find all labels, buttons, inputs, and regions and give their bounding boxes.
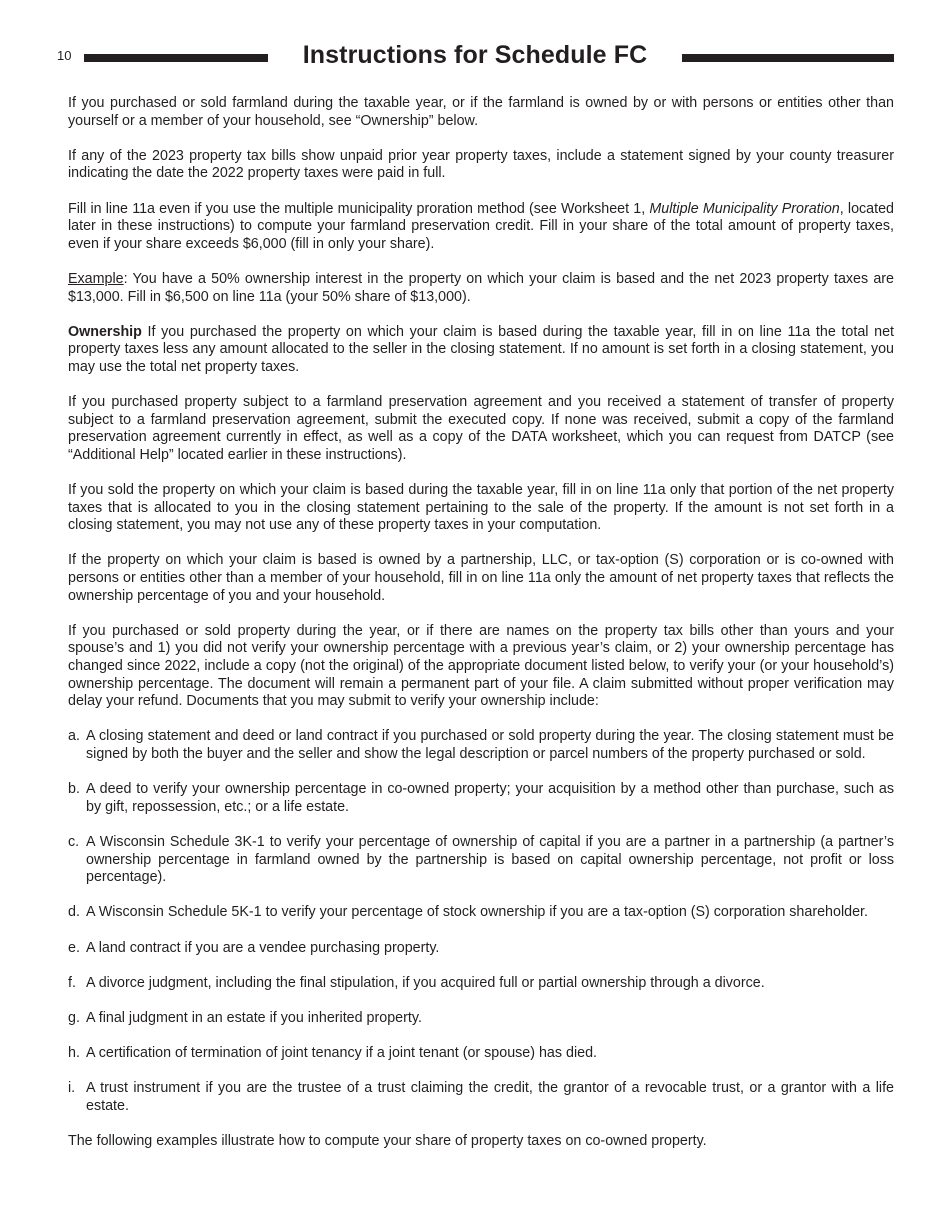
- list-text: A Wisconsin Schedule 3K-1 to verify your percentage of ownership of capital if you are a partner in a partnership (a partner’s ownership percentage in farmland owned by the partnership is based on capital ownership percentage, not profit or loss percentage).: [86, 833, 894, 886]
- verification-paragraph: If you purchased or sold property during the year, or if there are names on the property tax bills other than yours and your spouse’s and 1) you did not verify your ownership percentage with a previous year’s claim, or 2) your ownership percentage has changed since 2022, include a copy (not the original) of the appropriate document listed below, to verify your (or your household’s) ownership percentage. The document will remain a permanent part of your file. A claim submitted without proper verification may delay your refund. Documents that you may submit to verify your ownership include:: [68, 622, 894, 710]
- list-letter: h.: [68, 1045, 80, 1062]
- list-letter: f.: [68, 974, 76, 991]
- ownership-paragraph: [68, 324, 894, 377]
- list-item: [68, 975, 894, 993]
- list-item: [68, 834, 894, 887]
- instructions-body: [68, 95, 894, 1151]
- partnership-paragraph: If the property on which your claim is based is owned by a partnership, LLC, or tax-option (S) corporation or is co-owned with persons or entities other than a member of your household, fill in on line 11a only the amount of net property taxes that reflects the ownership percentage of you and your household.: [68, 552, 894, 604]
- unpaid-taxes-paragraph: If any of the 2023 property tax bills show unpaid prior year property taxes, include a statement signed by your county treasurer indicating the date the 2022 property taxes were paid in full.: [68, 147, 894, 182]
- list-item: [68, 904, 894, 922]
- closing-paragraph: The following examples illustrate how to compute your share of property taxes on co-owned property.: [68, 1133, 707, 1150]
- example-label: Example: [68, 270, 124, 287]
- list-text: A closing statement and deed or land contract if you purchased or sold property during the year. The closing statement must be signed by both the buyer and the seller and show the legal description or parcel numbers of the property purchased or sold.: [86, 728, 894, 762]
- list-letter: e.: [68, 939, 80, 956]
- list-text: A land contract if you are a vendee purchasing property.: [86, 939, 440, 956]
- example-paragraph: [68, 271, 894, 306]
- intro-paragraph: If you purchased or sold farmland during the taxable year, or if the farmland is owned by or with persons or entities other than yourself or a member of your household, see “Ownership” below.: [68, 95, 894, 129]
- ownership-text: If you purchased the property on which your claim is based during the taxable year, fill in on line 11a the total net property taxes less any amount allocated to the seller in the closing statement. If no amount is set forth in a closing statement, you may use the total net property taxes.: [68, 323, 894, 375]
- sold-property-paragraph: If you sold the property on which your claim is based during the taxable year, fill in on line 11a only that portion of the net property taxes that is allocated to you in the closing statement pertaining to the sale of the property. If the amount is not set forth in a closing statement, you may not use any of these property taxes in your computation.: [68, 482, 894, 534]
- list-letter: b.: [68, 781, 80, 798]
- agreement-paragraph: If you purchased property subject to a farmland preservation agreement and you received a statement of transfer of property subject to a farmland preservation agreement, submit the executed copy. If none was received, submit a copy of the farmland preservation agreement currently in effect, as well as a copy of the DATA worksheet, which you can request from DATCP (see “Additional Help” located earlier in these instructions).: [68, 394, 894, 463]
- example-text: : You have a 50% ownership interest in the property on which your claim is based and the net 2023 property taxes are $13,000. Fill in $6,500 on line 11a (your 50% share of $13,000).: [68, 270, 894, 305]
- list-item: [68, 781, 894, 816]
- list-letter: a.: [68, 728, 80, 745]
- documents-list: [68, 728, 894, 1115]
- list-letter: c.: [68, 833, 80, 850]
- list-letter: d.: [68, 904, 80, 921]
- list-item: [68, 1080, 894, 1115]
- worksheet-title: Multiple Municipality Proration: [649, 200, 840, 217]
- list-item: [68, 728, 894, 763]
- ownership-heading: Ownership: [68, 323, 142, 340]
- list-text: A final judgment in an estate if you inherited property.: [86, 1009, 422, 1026]
- list-item: [68, 1045, 894, 1063]
- list-text: A trust instrument if you are the trustee of a trust claiming the credit, the grantor of a revocable trust, or a grantor with a life estate.: [86, 1080, 894, 1114]
- list-item: [68, 1010, 894, 1028]
- list-text: A divorce judgment, including the final stipulation, if you acquired full or partial ownership through a divorce.: [86, 974, 765, 991]
- list-letter: g.: [68, 1009, 80, 1026]
- list-letter: i.: [68, 1080, 76, 1097]
- page-title: Instructions for Schedule FC: [302, 41, 648, 69]
- line-11a-text-start: Fill in line 11a even if you use the multiple municipality proration method (see Worksheet 1,: [68, 200, 650, 217]
- line-11a-text-end: , located later in these instructions) to compute your farmland preservation credit. Fill in your share of the total amount of property taxes, even if your share exceeds $6,000 (fill in only your share).: [68, 200, 894, 252]
- line-11a-paragraph: [68, 201, 894, 254]
- header-rule-left: [84, 54, 268, 62]
- header-rule-right: [682, 54, 894, 62]
- list-item: [68, 940, 894, 958]
- page-number: 10: [57, 48, 72, 63]
- list-text: A deed to verify your ownership percentage in co-owned property; your acquisition by a method other than purchase, such as by gift, repossession, etc.; or a life estate.: [86, 781, 894, 815]
- list-text: A certification of termination of joint tenancy if a joint tenant (or spouse) has died.: [86, 1045, 598, 1062]
- list-text: A Wisconsin Schedule 5K-1 to verify your percentage of stock ownership if you are a tax-option (S) corporation shareholder.: [86, 904, 868, 921]
